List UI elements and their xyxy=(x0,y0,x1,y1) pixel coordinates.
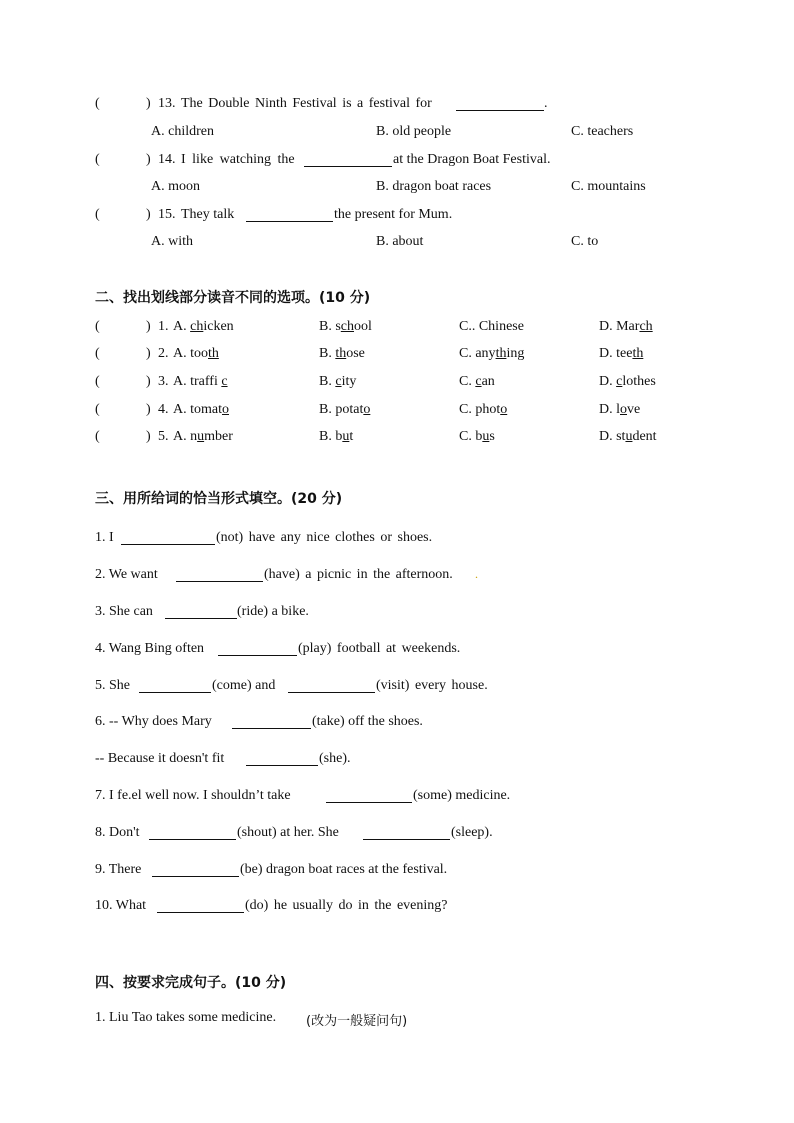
answer-paren[interactable]: ( xyxy=(95,346,100,361)
item-text: 6. -- Why does Mary xyxy=(95,714,212,729)
answer-blank[interactable] xyxy=(152,862,239,877)
answer-blank[interactable] xyxy=(246,751,318,766)
section-2-title: 二、找出划线部分读音不同的选项。(10 分) xyxy=(95,290,371,306)
stray-dot: . xyxy=(475,567,478,581)
question-stem: The Double Ninth Festival is a festival for xyxy=(181,96,432,111)
item-text: (she). xyxy=(319,751,351,766)
answer-blank[interactable] xyxy=(121,530,215,545)
section-3-title: 三、用所给词的恰当形式填空。(20 分) xyxy=(95,491,343,507)
underlined-letters: c xyxy=(616,374,623,389)
question-number: 1. xyxy=(158,319,169,334)
option-b: B. about xyxy=(376,234,424,249)
item-text: 4. Wang Bing often xyxy=(95,641,205,656)
underlined-letters: c xyxy=(475,374,482,389)
question-number: 5. xyxy=(158,429,169,444)
option-d: D. student xyxy=(599,429,657,444)
option-b: B. old people xyxy=(376,124,452,139)
answer-paren[interactable]: ) xyxy=(146,319,151,334)
question-stem-end: the present for Mum. xyxy=(334,207,453,222)
option-d: D. clothes xyxy=(599,374,656,389)
question-number: 15. xyxy=(158,207,176,222)
answer-paren: ( xyxy=(95,152,100,167)
answer-blank[interactable] xyxy=(157,898,244,913)
item-text: (have) a picnic in the afternoon. xyxy=(264,567,453,582)
option-a: A. number xyxy=(173,429,233,444)
item-text: (play) football at weekends. xyxy=(298,641,461,656)
answer-blank[interactable] xyxy=(304,152,392,167)
option-d: D. March xyxy=(599,319,653,334)
option-a: A. chicken xyxy=(173,319,234,334)
item-text: (sleep). xyxy=(451,825,493,840)
option-a: A. tomato xyxy=(173,402,229,417)
item-text: (come) and xyxy=(212,678,276,693)
answer-paren[interactable]: ( xyxy=(95,374,100,389)
answer-paren: ( xyxy=(95,207,100,222)
underlined-letters: o xyxy=(620,402,627,417)
item-text: 8. Don't xyxy=(95,825,140,840)
answer-paren[interactable]: ) xyxy=(146,346,151,361)
option-b: B. those xyxy=(319,346,365,361)
answer-blank[interactable] xyxy=(326,788,412,803)
answer-blank[interactable] xyxy=(218,641,297,656)
answer-blank[interactable] xyxy=(232,714,311,729)
option-d: D. love xyxy=(599,402,641,417)
option-a: A. traffi c xyxy=(173,374,228,389)
answer-paren[interactable]: ) xyxy=(146,429,151,444)
answer-paren[interactable]: ( xyxy=(95,429,100,444)
option-a: A. children xyxy=(151,124,214,139)
answer-paren[interactable]: ( xyxy=(95,319,100,334)
option-a: A. tooth xyxy=(173,346,219,361)
item-text: 1. I xyxy=(95,530,114,545)
option-c: C. anything xyxy=(459,346,525,361)
item-text: 9. There xyxy=(95,862,142,877)
option-c: C. to xyxy=(571,234,599,249)
answer-paren: ) xyxy=(146,207,151,222)
underlined-letters: ch xyxy=(190,319,204,334)
option-b: B. potato xyxy=(319,402,371,417)
option-a: A. with xyxy=(151,234,193,249)
rewrite-instruction: (改为一般疑问句) xyxy=(306,1014,408,1029)
underlined-letters: ch xyxy=(639,319,653,334)
option-c: C. bus xyxy=(459,429,495,444)
question-number: 4. xyxy=(158,402,169,417)
underlined-letters: th xyxy=(335,346,347,361)
answer-paren[interactable]: ) xyxy=(146,402,151,417)
item-text: 7. I fe.el well now. I shouldn’t take xyxy=(95,788,291,803)
option-b: B. dragon boat races xyxy=(376,179,492,194)
question-number: 2. xyxy=(158,346,169,361)
option-c: C. mountains xyxy=(571,179,646,194)
underlined-letters: c xyxy=(221,374,228,389)
item-text: (visit) every house. xyxy=(376,678,488,693)
answer-paren[interactable]: ( xyxy=(95,402,100,417)
option-d: D. teeth xyxy=(599,346,644,361)
answer-blank[interactable] xyxy=(165,604,237,619)
underlined-letters: ch xyxy=(340,319,355,334)
option-a: A. moon xyxy=(151,179,200,194)
underlined-letters: u xyxy=(342,429,350,444)
item-text: (be) dragon boat races at the festival. xyxy=(240,862,448,877)
answer-blank[interactable] xyxy=(139,678,211,693)
item-text: (some) medicine. xyxy=(413,788,511,803)
underlined-letters: th xyxy=(208,346,219,361)
underlined-letters: th xyxy=(495,346,507,361)
option-c: C. teachers xyxy=(571,124,634,139)
item-text: (shout) at her. She xyxy=(237,825,339,840)
question-stem-end: . xyxy=(544,96,548,111)
item-text: 5. She xyxy=(95,678,130,693)
option-c: C.. Chinese xyxy=(459,319,524,334)
item-text: 10. What xyxy=(95,898,147,913)
answer-paren: ) xyxy=(146,152,151,167)
answer-blank[interactable] xyxy=(246,207,333,222)
question-stem-end: at the Dragon Boat Festival. xyxy=(393,152,551,167)
answer-blank[interactable] xyxy=(456,96,544,111)
answer-paren: ( xyxy=(95,96,100,111)
underlined-letters: u xyxy=(482,429,490,444)
question-stem: I like watching the xyxy=(181,152,295,167)
underlined-letters: u xyxy=(625,429,633,444)
item-text: (do) he usually do in the evening? xyxy=(245,898,448,913)
answer-blank[interactable] xyxy=(176,567,263,582)
item-text: (ride) a bike. xyxy=(237,604,309,619)
option-b: B. city xyxy=(319,374,357,389)
item-text: -- Because it doesn't fit xyxy=(95,751,225,766)
item-text: 3. She can xyxy=(95,604,153,619)
answer-blank[interactable] xyxy=(288,678,375,693)
question-number: 3. xyxy=(158,374,169,389)
answer-paren[interactable]: ) xyxy=(146,374,151,389)
option-b: B. but xyxy=(319,429,354,444)
item-text: (take) off the shoes. xyxy=(312,714,423,729)
answer-blank[interactable] xyxy=(149,825,236,840)
underlined-letters: c xyxy=(335,374,342,389)
question-number: 14. xyxy=(158,152,176,167)
answer-blank[interactable] xyxy=(363,825,450,840)
item-text: (not) have any nice clothes or shoes. xyxy=(216,530,433,545)
option-b: B. school xyxy=(319,319,372,334)
rewrite-question-1: 1. Liu Tao takes some medicine. xyxy=(95,1010,277,1025)
underlined-letters: o xyxy=(500,402,508,417)
underlined-letters: o xyxy=(363,402,371,417)
underlined-letters: o xyxy=(222,402,229,417)
underlined-letters: th xyxy=(632,346,644,361)
question-number: 13. xyxy=(158,96,176,111)
answer-paren: ) xyxy=(146,96,151,111)
underlined-letters: u xyxy=(197,429,205,444)
question-stem: They talk xyxy=(181,207,235,222)
section-4-title: 四、按要求完成句子。(10 分) xyxy=(95,975,287,991)
option-c: C. photo xyxy=(459,402,508,417)
item-text: 2. We want xyxy=(95,567,158,582)
option-c: C. can xyxy=(459,374,495,389)
